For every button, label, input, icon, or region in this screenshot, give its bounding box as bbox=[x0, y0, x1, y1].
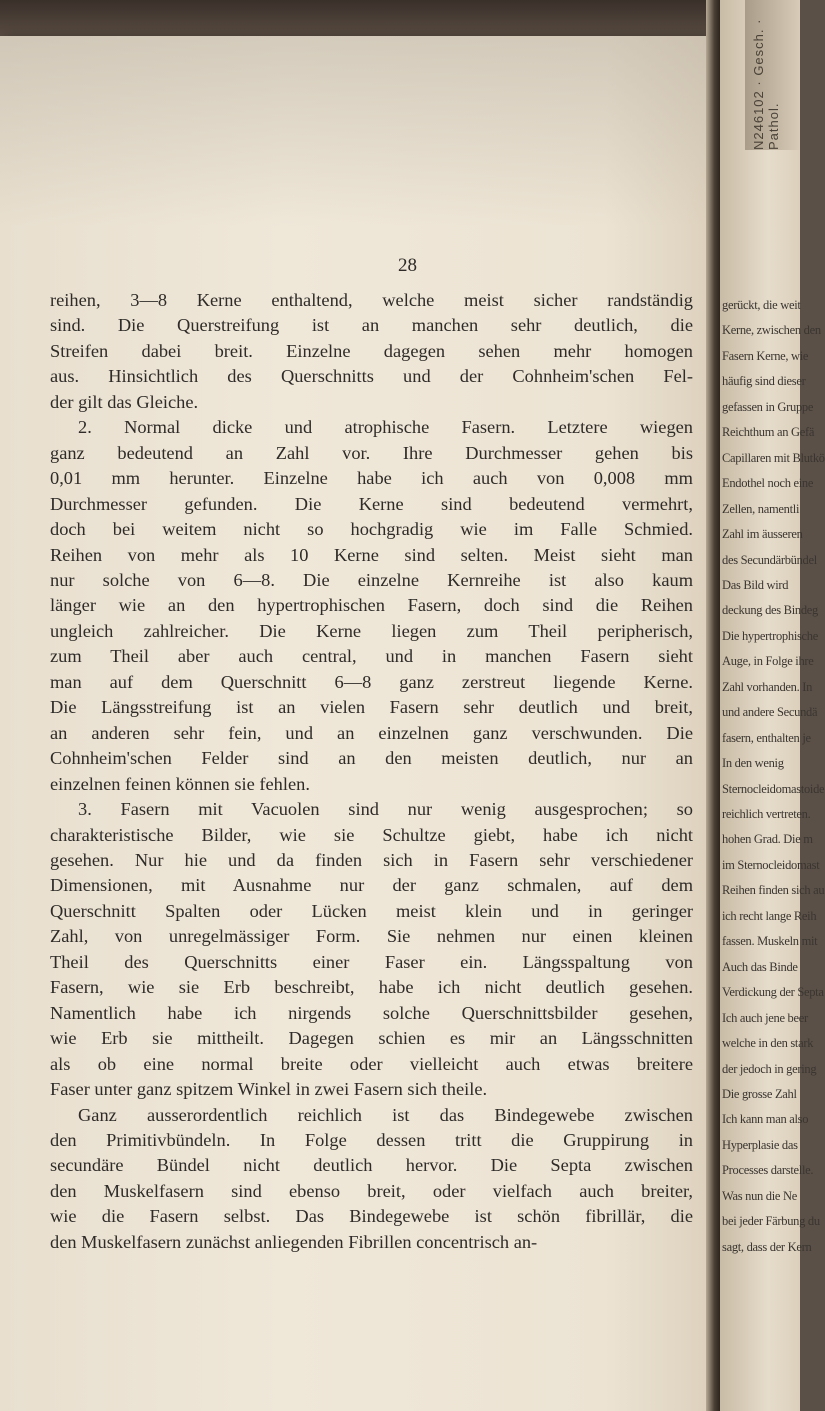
facing-page-line: gerückt, die weit bbox=[722, 298, 801, 312]
text-line: Namentlich habe ich nirgends solche Querschnittsbilder gesehen, bbox=[50, 1002, 693, 1023]
facing-page-line: Die grosse Zahl bbox=[722, 1086, 797, 1101]
text-line: den Primitivbündeln. In Folge dessen tritt die Gruppirung in bbox=[50, 1129, 693, 1150]
facing-page-line: gefassen in Gruppe bbox=[722, 399, 814, 414]
facing-page-line: Endothel noch eine bbox=[722, 476, 814, 491]
text-line: man auf dem Querschnitt 6—8 ganz zerstreut liegende Kerne. bbox=[50, 671, 693, 692]
text-line: als ob eine normal breite oder vielleicht auch etwas breitere bbox=[50, 1053, 693, 1074]
text-line: 0,01 mm herunter. Einzelne habe ich auch von 0,008 mm bbox=[50, 468, 693, 489]
facing-page-line: Ich auch jene beer bbox=[722, 1010, 808, 1025]
book-page-right bbox=[720, 0, 825, 1411]
text-line: an anderen sehr fein, und an einzelnen ganz verschwunden. Die bbox=[50, 722, 693, 743]
facing-page-line: Zahl vorhanden. In bbox=[722, 679, 813, 694]
catalog-strip bbox=[745, 0, 800, 150]
facing-page-line: Hyperplasie das bbox=[722, 1137, 798, 1152]
catalog-strip-text: N246102 · Gesch. · Pathol. bbox=[751, 18, 781, 150]
facing-page-line: Das Bild wird bbox=[722, 577, 789, 592]
facing-page-line: Verdickung der Septa bbox=[722, 985, 824, 1000]
text-line: doch bei weitem nicht so hochgradig wie im Falle Schmied. bbox=[50, 519, 693, 540]
facing-page-line: Zahl im äusseren bbox=[722, 527, 803, 542]
text-line: zum Theil aber auch central, und in manchen Fasern sieht bbox=[50, 646, 693, 667]
facing-page-line: Reichthum an Gefä bbox=[722, 425, 815, 440]
book-gutter bbox=[706, 0, 720, 1411]
text-line: 3. Fasern mit Vacuolen sind nur wenig ausgesprochen; so bbox=[78, 799, 693, 820]
facing-page-line: fassen. Muskeln mit bbox=[722, 934, 818, 949]
text-line: den Muskelfasern sind ebenso breit, oder vielfach auch breiter, bbox=[50, 1180, 693, 1201]
text-line: aus. Hinsichtlich des Querschnitts und der Cohnheim'schen Fel- bbox=[50, 366, 693, 387]
text-line: Streifen dabei breit. Einzelne dagegen sehen mehr homogen bbox=[50, 340, 693, 361]
text-line: länger wie an den hypertrophischen Fasern, doch sind die Reihen bbox=[50, 595, 693, 616]
facing-page-line: deckung des Bindeg bbox=[722, 603, 818, 618]
facing-page-line: häufig sind dieser bbox=[722, 374, 806, 389]
facing-page-line: Was nun die Ne bbox=[722, 1188, 797, 1203]
text-line: Durchmesser gefunden. Die Kerne sind bedeutend vermehrt, bbox=[50, 493, 693, 514]
text-line: Ganz ausserordentlich reichlich ist das Bindegewebe zwischen bbox=[78, 1104, 693, 1125]
text-line: gesehen. Nur hie und da finden sich in Fasern sehr verschiedener bbox=[50, 849, 693, 870]
facing-page-line: Capillaren mit Blutkö bbox=[722, 450, 825, 465]
facing-page-line: Kerne, zwischen den bbox=[722, 323, 821, 338]
facing-page-line: fasern, enthalten je bbox=[722, 730, 811, 745]
text-line: Zahl, von unregelmässiger Form. Sie nehmen nur einen kleinen bbox=[50, 926, 693, 947]
text-line: Reihen von mehr als 10 Kerne sind selten. Meist sieht man bbox=[50, 544, 693, 565]
facing-page-line: reichlich vertreten. bbox=[722, 807, 811, 821]
facing-page-line: des Secundärbündel bbox=[722, 552, 817, 567]
facing-page-line: Zellen, namentli bbox=[722, 501, 800, 516]
facing-page-line: bei jeder Färbung du bbox=[722, 1214, 820, 1229]
facing-page-line: Reihen finden sich au bbox=[722, 883, 825, 898]
facing-page-line: der jedoch in gering bbox=[722, 1061, 817, 1076]
text-line: den Muskelfasern zunächst anliegenden Fibrillen concentrisch an- bbox=[50, 1231, 538, 1252]
text-line: secundäre Bündel nicht deutlich hervor. Die Septa zwischen bbox=[50, 1155, 693, 1176]
text-line: charakteristische Bilder, wie sie Schultze giebt, habe ich nicht bbox=[50, 824, 693, 845]
text-line: ungleich zahlreicher. Die Kerne liegen zum Theil peripherisch, bbox=[50, 620, 693, 641]
text-line: 2. Normal dicke und atrophische Fasern. Letztere wiegen bbox=[78, 417, 693, 438]
text-line: reihen, 3—8 Kerne enthaltend, welche meist sicher randständig bbox=[50, 290, 693, 310]
text-line: Theil des Querschnitts einer Faser ein. Längsspaltung von bbox=[50, 951, 693, 972]
facing-page-line: Sternocleidomastoide bbox=[722, 781, 825, 796]
text-line: einzelnen feinen können sie fehlen. bbox=[50, 773, 310, 794]
facing-page-line: und andere Secundä bbox=[722, 705, 818, 720]
body-text bbox=[50, 288, 693, 1255]
facing-page-line: Die hypertrophische bbox=[722, 628, 819, 643]
facing-page-line: ich recht lange Reih bbox=[722, 908, 817, 923]
facing-page-line: Fasern Kerne, wie bbox=[722, 348, 809, 363]
text-line: Cohnheim'schen Felder sind an den meisten deutlich, nur an bbox=[50, 748, 693, 769]
facing-page-line: sagt, dass der Kern bbox=[722, 1239, 812, 1254]
text-line: nur solche von 6—8. Die einzelne Kernreihe ist also kaum bbox=[50, 569, 693, 590]
facing-page-line: welche in den stark bbox=[722, 1036, 814, 1051]
text-line: sind. Die Querstreifung ist an manchen sehr deutlich, die bbox=[50, 315, 693, 336]
facing-page-line: Auge, in Folge ihre bbox=[722, 654, 814, 669]
text-line: Querschnitt Spalten oder Lücken meist klein und in geringer bbox=[50, 900, 693, 921]
text-line: Faser unter ganz spitzem Winkel in zwei Fasern sich theile. bbox=[50, 1079, 488, 1100]
facing-page-line: hohen Grad. Die m bbox=[722, 832, 813, 847]
text-line: Fasern, wie sie Erb beschreibt, habe ich nicht deutlich gesehen. bbox=[50, 977, 693, 998]
text-line: Die Längsstreifung ist an vielen Fasern sehr deutlich und breit, bbox=[50, 697, 693, 718]
facing-page-line: im Sternocleidomast bbox=[722, 857, 820, 872]
text-line: Dimensionen, mit Ausnahme nur der ganz schmalen, auf dem bbox=[50, 875, 693, 896]
page-number: 28 bbox=[398, 255, 417, 276]
facing-page-line: Auch das Binde bbox=[722, 959, 798, 974]
facing-page-line: Processes darstelle. bbox=[722, 1163, 814, 1178]
text-line: ganz bedeutend an Zahl vor. Ihre Durchmesser gehen bis bbox=[50, 442, 693, 463]
text-line: der gilt das Gleiche. bbox=[50, 391, 199, 412]
text-line: wie Erb sie mittheilt. Dagegen schien es mir an Längsschnitten bbox=[50, 1028, 693, 1049]
facing-page-line: Ich kann man also bbox=[722, 1112, 809, 1127]
text-line: wie die Fasern selbst. Das Bindegewebe ist schön fibrillär, die bbox=[50, 1206, 693, 1227]
facing-page-line: In den wenig bbox=[722, 756, 784, 771]
